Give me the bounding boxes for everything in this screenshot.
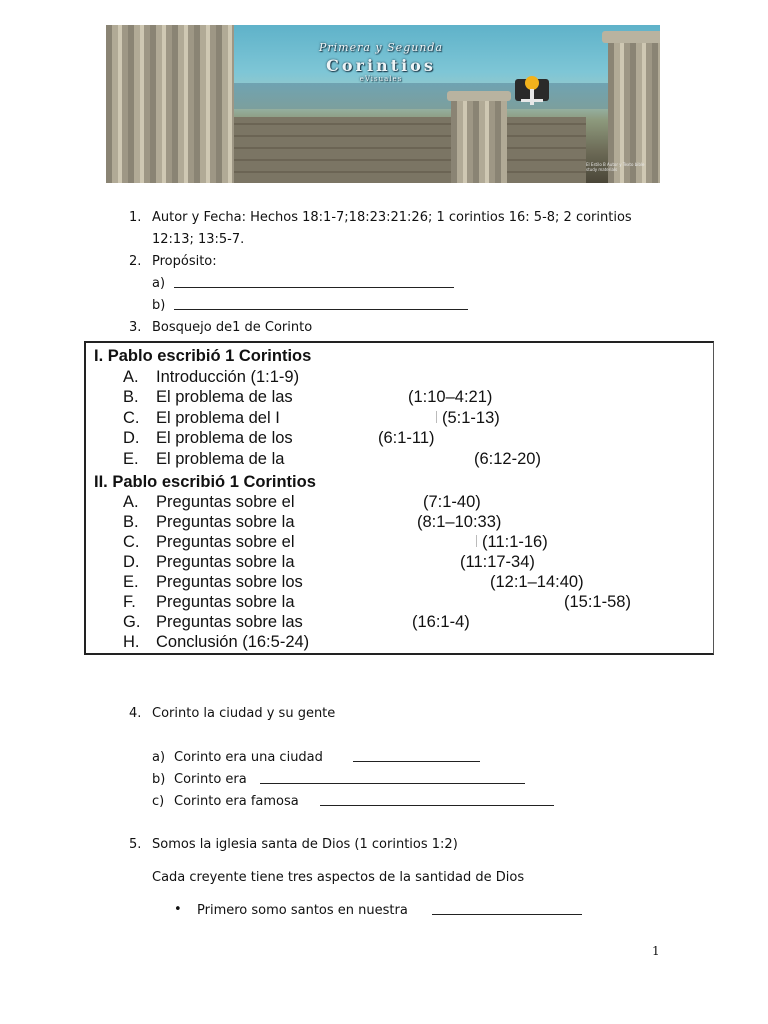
outline-1e-letter: E. [123, 450, 139, 468]
outline-2c-text: Preguntas sobre el [156, 533, 295, 551]
item-4a-text: Corinto era una ciudad [174, 750, 323, 765]
item-2a-blank[interactable] [174, 277, 454, 288]
banner-title-line2: Corintios [326, 56, 436, 75]
banner-title-line1: Primera y Segunda [319, 41, 443, 54]
outline-1c-ref: (5:1-13) [442, 409, 500, 427]
outline-2h-letter: H. [123, 633, 140, 651]
outline-1b-text: El problema de las [156, 388, 293, 406]
outline-2h-text: Conclusión (16:5-24) [156, 633, 310, 651]
item-4c-label: c) [152, 794, 165, 809]
banner-credit: El Estilo B Autor y Texto bible study materials [586, 162, 645, 172]
item-3-number: 3. [129, 320, 142, 335]
outline-2e-ref: (12:1–14:40) [490, 573, 584, 591]
item-4b-text: Corinto era [174, 772, 247, 787]
item-4-number: 4. [129, 706, 142, 721]
outline-box [84, 341, 714, 655]
outline-1a-text: Introducción (1:1-9) [156, 368, 300, 386]
item-5-text: Somos la iglesia santa de Dios (1 corintios 1:2) [152, 837, 458, 852]
outline-2b-ref: (8:1–10:33) [417, 513, 502, 531]
outline-1b-ref: (1:10–4:21) [408, 388, 493, 406]
outline-1e-text: El problema de la [156, 450, 285, 468]
item-5-number: 5. [129, 837, 142, 852]
pillar-capital [447, 91, 511, 101]
title-banner [106, 25, 660, 183]
item-1-line1: Autor y Fecha: Hechos 18:1-7;18:23:21:26; 1 corintios 16: 5-8; 2 corintios [152, 210, 632, 225]
banner-pillar-middle [451, 95, 507, 183]
bullet-icon: • [174, 902, 182, 917]
item-4c-text: Corinto era famosa [174, 794, 299, 809]
item-2-number: 2. [129, 254, 142, 269]
item-4c-blank[interactable] [320, 795, 554, 806]
outline-2e-text: Preguntas sobre los [156, 573, 303, 591]
outline-heading-2: II. Pablo escribió 1 Corintios [94, 473, 316, 491]
outline-1d-ref: (6:1-11) [378, 429, 435, 447]
item-1-line2: 12:13; 13:5-7. [152, 232, 245, 247]
outline-2g-ref: (16:1-4) [412, 613, 470, 631]
item-3-text: Bosquejo de1 de Corinto [152, 320, 313, 335]
outline-2g-text: Preguntas sobre las [156, 613, 303, 631]
outline-1d-text: El problema de los [156, 429, 293, 447]
outline-1a-letter: A. [123, 368, 139, 386]
outline-heading-1: I. Pablo escribió 1 Corintios [94, 347, 312, 365]
outline-1c-text: El problema del I [156, 409, 280, 427]
lamp-logo-icon [511, 69, 553, 111]
outline-2d-letter: D. [123, 553, 140, 571]
outline-2c-ref: (11:1-16) [482, 533, 548, 551]
banner-pillar-left [106, 25, 234, 183]
item-4a-label: a) [152, 750, 166, 765]
outline-2d-ref: (11:17-34) [460, 553, 535, 571]
banner-pillar-right [608, 35, 660, 183]
item-5-subtext: Cada creyente tiene tres aspectos de la santidad de Dios [152, 870, 525, 885]
outline-2e-letter: E. [123, 573, 139, 591]
item-2a-label: a) [152, 276, 166, 291]
redaction-mark [436, 411, 437, 423]
outline-2f-ref: (15:1-58) [564, 593, 631, 611]
outline-2d-text: Preguntas sobre la [156, 553, 295, 571]
item-2b-blank[interactable] [174, 299, 468, 310]
item-4-text: Corinto la ciudad y su gente [152, 706, 336, 721]
outline-2a-text: Preguntas sobre el [156, 493, 295, 511]
outline-2b-text: Preguntas sobre la [156, 513, 295, 531]
item-4b-blank[interactable] [260, 773, 525, 784]
item-1-number: 1. [129, 210, 142, 225]
pillar-capital [602, 31, 660, 43]
outline-2a-ref: (7:1-40) [423, 493, 481, 511]
page-number: 1 [652, 944, 660, 958]
outline-1e-ref: (6:12-20) [474, 450, 541, 468]
outline-1d-letter: D. [123, 429, 140, 447]
banner-title-line3: eVisuales [359, 75, 403, 83]
redaction-mark [476, 535, 477, 547]
item-4a-blank[interactable] [353, 751, 480, 762]
item-4b-label: b) [152, 772, 166, 787]
outline-2c-letter: C. [123, 533, 140, 551]
item-2b-label: b) [152, 298, 166, 313]
bullet-1-blank[interactable] [432, 904, 582, 915]
outline-1b-letter: B. [123, 388, 139, 406]
outline-2f-letter: F. [123, 593, 136, 611]
outline-1c-letter: C. [123, 409, 140, 427]
banner-ruins-wall [226, 117, 586, 183]
item-2-text: Propósito: [152, 254, 217, 269]
bullet-1-text: Primero somo santos en nuestra [197, 903, 408, 918]
outline-2g-letter: G. [123, 613, 141, 631]
outline-2b-letter: B. [123, 513, 139, 531]
outline-2a-letter: A. [123, 493, 139, 511]
outline-2f-text: Preguntas sobre la [156, 593, 295, 611]
